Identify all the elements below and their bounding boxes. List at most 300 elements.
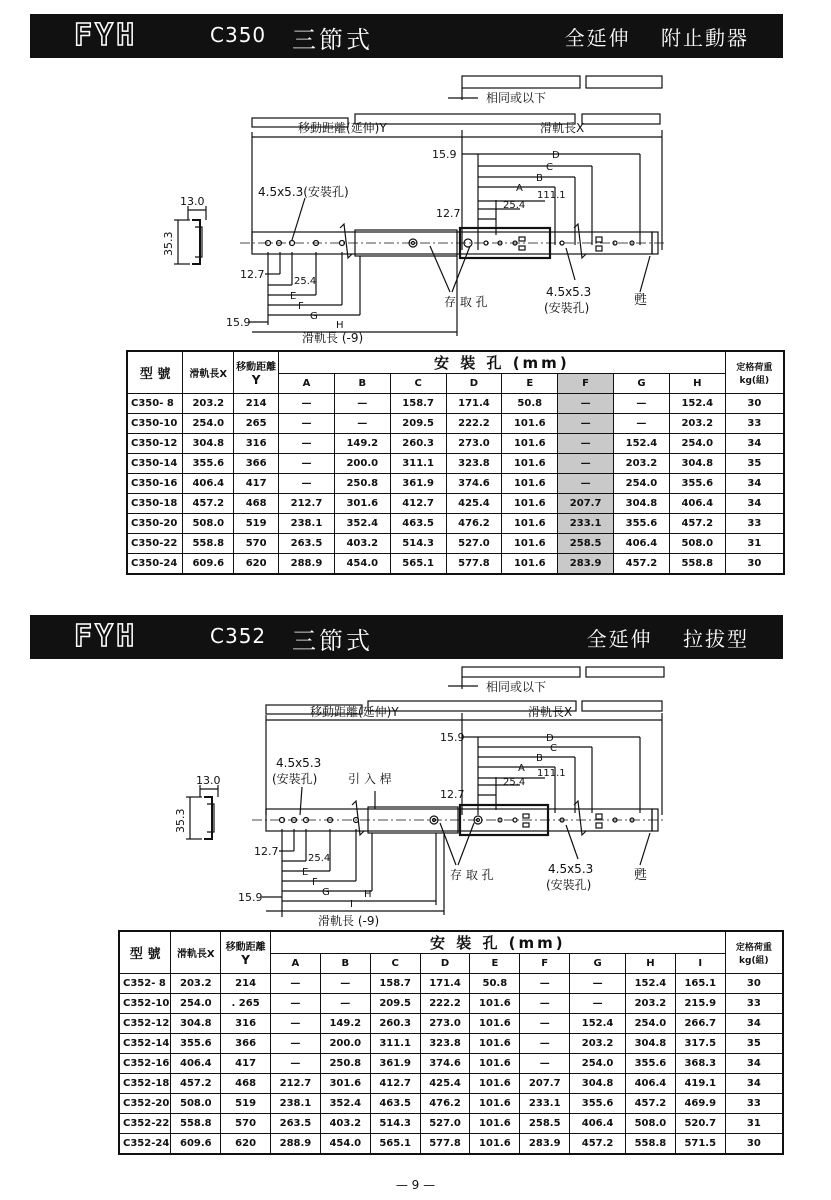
- spec-table-c352: [118, 930, 784, 1155]
- cell: 203.2: [171, 974, 221, 994]
- dim-bottom-i: I: [350, 899, 353, 910]
- cell: 149.2: [320, 1014, 370, 1034]
- cell: 412.7: [390, 494, 446, 514]
- cell: 519: [234, 514, 279, 534]
- dim-bottom-g: G: [310, 311, 318, 322]
- cell: 101.6: [502, 454, 558, 474]
- cell: C352-24: [119, 1134, 171, 1155]
- label-travel: 移動距離(延伸)Y: [310, 705, 399, 719]
- cell: 207.7: [520, 1074, 570, 1094]
- cell: 304.8: [625, 1034, 675, 1054]
- brand-logo: FYH: [74, 18, 138, 53]
- cell: 571.5: [675, 1134, 725, 1155]
- cell: 374.6: [420, 1054, 470, 1074]
- label-same-or-less: 相同或以下: [486, 91, 547, 105]
- cell: 558.8: [171, 1114, 221, 1134]
- cell: 263.5: [279, 534, 335, 554]
- cell: 238.1: [279, 514, 335, 534]
- header-col-f: F: [558, 374, 614, 394]
- dim-top-25-4: 25.4: [503, 777, 526, 788]
- cell: 355.6: [625, 1054, 675, 1074]
- cell: 101.6: [502, 554, 558, 575]
- cell: C350-22: [127, 534, 183, 554]
- dim-section-35-3: 35.3: [174, 808, 187, 833]
- dim-top-12-7: 12.7: [440, 788, 465, 801]
- cell: 508.0: [625, 1114, 675, 1134]
- cell: 355.6: [614, 514, 670, 534]
- cell: C352-20: [119, 1094, 171, 1114]
- cell: 352.4: [320, 1094, 370, 1114]
- cell: 101.6: [470, 1014, 520, 1034]
- cell: 403.2: [320, 1114, 370, 1134]
- cell: —: [271, 1034, 321, 1054]
- cell: 301.6: [334, 494, 390, 514]
- cell: 273.0: [446, 434, 502, 454]
- cell: 406.4: [614, 534, 670, 554]
- cell: 33: [725, 994, 783, 1014]
- header-load: [725, 931, 783, 974]
- feature-full-extension: 全延伸: [586, 627, 653, 651]
- rail-type: 三節式: [292, 627, 373, 655]
- header-travel-line1: 移動距離: [225, 942, 266, 953]
- cell: 317.5: [675, 1034, 725, 1054]
- cell: 283.9: [558, 554, 614, 575]
- dim-top-111-1: 111.1: [537, 190, 566, 201]
- header-col-e: E: [502, 374, 558, 394]
- header-holes: 安 裝 孔 (mm): [279, 351, 726, 374]
- cell: 222.2: [420, 994, 470, 1014]
- cell: 165.1: [675, 974, 725, 994]
- cell: 203.2: [570, 1034, 626, 1054]
- cell: 454.0: [334, 554, 390, 575]
- header-col-g: G: [570, 954, 626, 974]
- cell: 508.0: [183, 514, 234, 534]
- cell: 30: [725, 394, 784, 414]
- cell: 457.2: [171, 1074, 221, 1094]
- cell: 266.7: [675, 1014, 725, 1034]
- feature-stopper: 附止動器: [661, 26, 749, 50]
- dim-top-15-9: 15.9: [440, 731, 465, 744]
- cell: 50.8: [470, 974, 520, 994]
- feature-full-extension: 全延伸: [564, 26, 631, 50]
- cell: 34: [725, 434, 784, 454]
- cell: 527.0: [446, 534, 502, 554]
- cell: C350- 8: [127, 394, 183, 414]
- cell: 101.6: [470, 1094, 520, 1114]
- cell: 203.2: [669, 414, 725, 434]
- table-row: [127, 554, 784, 575]
- cell: 417: [234, 474, 279, 494]
- cell: 152.4: [614, 434, 670, 454]
- cell: 355.6: [183, 454, 234, 474]
- header-col-h: H: [669, 374, 725, 394]
- label-key: 甦: [634, 293, 648, 308]
- cell: 425.4: [446, 494, 502, 514]
- cell: 406.4: [570, 1114, 626, 1134]
- cell: 304.8: [171, 1014, 221, 1034]
- table-row: [127, 394, 784, 414]
- cell: 508.0: [669, 534, 725, 554]
- cell: 355.6: [570, 1094, 626, 1114]
- cell: 101.6: [502, 534, 558, 554]
- cell: 101.6: [470, 1034, 520, 1054]
- dim-top-a: A: [518, 763, 525, 774]
- cell: —: [320, 974, 370, 994]
- cell: 304.8: [183, 434, 234, 454]
- cell: 558.8: [183, 534, 234, 554]
- cell: 149.2: [334, 434, 390, 454]
- cell: 34: [725, 1054, 783, 1074]
- cell: 152.4: [570, 1014, 626, 1034]
- table-row: [127, 514, 784, 534]
- cell: 203.2: [614, 454, 670, 474]
- cell: —: [271, 1014, 321, 1034]
- cell: . 265: [221, 994, 271, 1014]
- dim-bottom-h: H: [336, 320, 344, 331]
- cell: 323.8: [420, 1034, 470, 1054]
- cell: C350-20: [127, 514, 183, 534]
- cell: 457.2: [669, 514, 725, 534]
- cell: 514.3: [370, 1114, 420, 1134]
- cell: —: [279, 454, 335, 474]
- header-col-c: C: [390, 374, 446, 394]
- page-number: — 9 —: [395, 1178, 436, 1192]
- header-col-i: I: [675, 954, 725, 974]
- cell: 368.3: [675, 1054, 725, 1074]
- cell: —: [520, 994, 570, 1014]
- dim-bottom-12-7: 12.7: [240, 268, 265, 281]
- cell: 214: [221, 974, 271, 994]
- model-code: C352: [210, 624, 267, 648]
- dim-bottom-h: H: [364, 889, 372, 900]
- header-travel-line1: 移動距離: [236, 362, 277, 373]
- cell: 254.0: [669, 434, 725, 454]
- cell: 570: [234, 534, 279, 554]
- table-row: [119, 974, 783, 994]
- cell: 254.0: [625, 1014, 675, 1034]
- dim-section-13: 13.0: [180, 195, 205, 208]
- table-row: [119, 1054, 783, 1074]
- cell: C350-12: [127, 434, 183, 454]
- dim-bottom-25-4: 25.4: [294, 276, 317, 287]
- cell: C352- 8: [119, 974, 171, 994]
- cell: —: [558, 434, 614, 454]
- table-row: [119, 1134, 783, 1155]
- cell: 508.0: [171, 1094, 221, 1114]
- cell: 30: [725, 974, 783, 994]
- cell: 258.5: [558, 534, 614, 554]
- cell: C352-16: [119, 1054, 171, 1074]
- dim-top-a: A: [516, 183, 523, 194]
- cell: —: [271, 974, 321, 994]
- cell: 417: [221, 1054, 271, 1074]
- cell: —: [614, 414, 670, 434]
- cell: 620: [234, 554, 279, 575]
- cell: 457.2: [614, 554, 670, 575]
- cell: 233.1: [520, 1094, 570, 1114]
- label-hole-right-1: 4.5x5.3: [546, 285, 592, 299]
- header-travel: [234, 351, 279, 394]
- label-rail-minus: 滑軌長 (-9): [302, 331, 364, 345]
- model-code: C350: [210, 23, 267, 47]
- dim-section-13: 13.0: [196, 774, 221, 787]
- cell: 260.3: [390, 434, 446, 454]
- cell: 514.3: [390, 534, 446, 554]
- header-col-f: F: [520, 954, 570, 974]
- cell: C350-14: [127, 454, 183, 474]
- cell: 35: [725, 454, 784, 474]
- rail-type: 三節式: [292, 26, 373, 54]
- cell: 366: [234, 454, 279, 474]
- header-col-d: D: [420, 954, 470, 974]
- cell: —: [279, 414, 335, 434]
- header-col-g: G: [614, 374, 670, 394]
- cell: 454.0: [320, 1134, 370, 1155]
- label-travel: 移動距離(延伸)Y: [298, 121, 387, 135]
- drawing-c352: [0, 665, 831, 933]
- cell: —: [334, 394, 390, 414]
- cell: 468: [221, 1074, 271, 1094]
- cell: C352-14: [119, 1034, 171, 1054]
- cell: —: [520, 1034, 570, 1054]
- cell: 233.1: [558, 514, 614, 534]
- cell: 283.9: [520, 1134, 570, 1155]
- dim-bottom-e: E: [302, 867, 309, 878]
- cell: 316: [221, 1014, 271, 1034]
- label-key: 甦: [634, 868, 648, 883]
- cell: 609.6: [183, 554, 234, 575]
- cell: 203.2: [183, 394, 234, 414]
- table-row: [127, 434, 784, 454]
- header-load: [725, 351, 784, 394]
- dim-top-c: C: [550, 743, 557, 754]
- cell: 31: [725, 534, 784, 554]
- cell: 222.2: [446, 414, 502, 434]
- cell: —: [334, 414, 390, 434]
- header-length: 滑軌長X: [183, 351, 234, 394]
- dim-top-d: D: [552, 150, 560, 161]
- cell: —: [271, 1054, 321, 1074]
- cell: 34: [725, 1074, 783, 1094]
- cell: 468: [234, 494, 279, 514]
- cell: 355.6: [171, 1034, 221, 1054]
- header-model: 型 號: [127, 351, 183, 394]
- cell: 457.2: [183, 494, 234, 514]
- header-travel: [221, 931, 271, 974]
- label-access-hole: 存 取 孔: [450, 868, 494, 882]
- feature-pull-type: 拉拔型: [683, 627, 749, 651]
- cell: 250.8: [334, 474, 390, 494]
- cell: 33: [725, 414, 784, 434]
- cell: 323.8: [446, 454, 502, 474]
- cell: 527.0: [420, 1114, 470, 1134]
- header-banner-c352: [30, 615, 783, 659]
- cell: C352-10: [119, 994, 171, 1014]
- dim-top-b: B: [536, 173, 543, 184]
- table-row: [119, 1114, 783, 1134]
- label-access-hole: 存 取 孔: [444, 295, 488, 309]
- cell: 101.6: [470, 1054, 520, 1074]
- cell: 412.7: [370, 1074, 420, 1094]
- cell: 203.2: [625, 994, 675, 1014]
- cell: C350-16: [127, 474, 183, 494]
- header-length: 滑軌長X: [171, 931, 221, 974]
- table-row: [119, 1074, 783, 1094]
- cell: 263.5: [271, 1114, 321, 1134]
- cell: 35: [725, 1034, 783, 1054]
- cell: —: [520, 1014, 570, 1034]
- cell: —: [558, 474, 614, 494]
- dim-bottom-e: E: [290, 291, 297, 302]
- cell: 34: [725, 494, 784, 514]
- dim-top-c: C: [546, 162, 553, 173]
- label-hole-left: 4.5x5.3(安裝孔): [258, 185, 349, 199]
- cell: 463.5: [390, 514, 446, 534]
- cell: 519: [221, 1094, 271, 1114]
- cell: 34: [725, 474, 784, 494]
- cell: 558.8: [669, 554, 725, 575]
- cell: 212.7: [271, 1074, 321, 1094]
- cell: 200.0: [320, 1034, 370, 1054]
- cell: 33: [725, 514, 784, 534]
- cell: —: [279, 394, 335, 414]
- cell: 476.2: [446, 514, 502, 534]
- cell: 403.2: [334, 534, 390, 554]
- brand-logo: FYH: [74, 619, 138, 654]
- cell: 425.4: [420, 1074, 470, 1094]
- cell: 31: [725, 1114, 783, 1134]
- table-row: [127, 534, 784, 554]
- header-col-b: B: [334, 374, 390, 394]
- label-hole-left-1: 4.5x5.3: [276, 756, 322, 770]
- cell: 152.4: [669, 394, 725, 414]
- cell: —: [271, 994, 321, 1014]
- table-row: [119, 994, 783, 1014]
- cell: 476.2: [420, 1094, 470, 1114]
- cell: 361.9: [370, 1054, 420, 1074]
- header-col-c: C: [370, 954, 420, 974]
- cell: 565.1: [370, 1134, 420, 1155]
- cell: 457.2: [570, 1134, 626, 1155]
- cell: —: [558, 454, 614, 474]
- cell: 254.0: [614, 474, 670, 494]
- label-rail-minus: 滑軌長 (-9): [318, 914, 380, 928]
- cell: 419.1: [675, 1074, 725, 1094]
- cell: 406.4: [183, 474, 234, 494]
- cell: 101.6: [470, 1074, 520, 1094]
- spec-table-c350: [126, 350, 785, 575]
- cell: 209.5: [390, 414, 446, 434]
- dim-bottom-25-4: 25.4: [308, 853, 331, 864]
- dim-top-25-4: 25.4: [503, 200, 526, 211]
- cell: 207.7: [558, 494, 614, 514]
- cell: 316: [234, 434, 279, 454]
- cell: 260.3: [370, 1014, 420, 1034]
- cell: 214: [234, 394, 279, 414]
- cell: 311.1: [390, 454, 446, 474]
- header-load-line2: kg(組): [739, 375, 770, 386]
- header-travel-line2: Y: [251, 373, 261, 387]
- cell: C350-18: [127, 494, 183, 514]
- cell: 101.6: [502, 514, 558, 534]
- cell: 171.4: [446, 394, 502, 414]
- cell: 171.4: [420, 974, 470, 994]
- cell: 366: [221, 1034, 271, 1054]
- feature-list: [543, 22, 749, 51]
- cell: 457.2: [625, 1094, 675, 1114]
- cell: —: [558, 394, 614, 414]
- dim-bottom-15-9: 15.9: [238, 891, 263, 904]
- cell: 288.9: [271, 1134, 321, 1155]
- cell: 254.0: [570, 1054, 626, 1074]
- cell: —: [279, 474, 335, 494]
- cell: 406.4: [625, 1074, 675, 1094]
- cell: 301.6: [320, 1074, 370, 1094]
- cell: 50.8: [502, 394, 558, 414]
- cell: 101.6: [502, 434, 558, 454]
- cell: 101.6: [470, 1134, 520, 1155]
- cell: —: [570, 994, 626, 1014]
- cell: 311.1: [370, 1034, 420, 1054]
- cell: 101.6: [470, 1114, 520, 1134]
- cell: 406.4: [171, 1054, 221, 1074]
- cell: 158.7: [390, 394, 446, 414]
- cell: C352-22: [119, 1114, 171, 1134]
- cell: 304.8: [669, 454, 725, 474]
- cell: 212.7: [279, 494, 335, 514]
- header-load-line1: 定格荷重: [736, 362, 773, 373]
- cell: 520.7: [675, 1114, 725, 1134]
- table-row: [127, 454, 784, 474]
- dim-bottom-f: F: [312, 877, 318, 888]
- header-col-b: B: [320, 954, 370, 974]
- drawing-c350: [0, 70, 831, 345]
- cell: —: [320, 994, 370, 1014]
- dim-top-111-1: 111.1: [537, 768, 566, 779]
- cell: 215.9: [675, 994, 725, 1014]
- dim-top-d: D: [546, 733, 554, 744]
- label-rail-length: 滑軌長X: [528, 705, 573, 719]
- cell: 463.5: [370, 1094, 420, 1114]
- header-holes: 安 裝 孔 (mm): [271, 931, 726, 954]
- cell: 101.6: [470, 994, 520, 1014]
- dim-top-b: B: [536, 753, 543, 764]
- table-row: [127, 474, 784, 494]
- cell: C350-24: [127, 554, 183, 575]
- cell: 304.8: [570, 1074, 626, 1094]
- cell: 355.6: [669, 474, 725, 494]
- cell: 558.8: [625, 1134, 675, 1155]
- cell: C350-10: [127, 414, 183, 434]
- cell: —: [520, 1054, 570, 1074]
- table-row: [127, 494, 784, 514]
- cell: 158.7: [370, 974, 420, 994]
- cell: 250.8: [320, 1054, 370, 1074]
- cell: 101.6: [502, 474, 558, 494]
- cell: 620: [221, 1134, 271, 1155]
- cell: 570: [221, 1114, 271, 1134]
- header-col-h: H: [625, 954, 675, 974]
- header-banner-c350: [30, 14, 783, 58]
- cell: 101.6: [502, 414, 558, 434]
- cell: 254.0: [183, 414, 234, 434]
- cell: 34: [725, 1014, 783, 1034]
- cell: C352-18: [119, 1074, 171, 1094]
- cell: 406.4: [669, 494, 725, 514]
- cell: 304.8: [614, 494, 670, 514]
- cell: —: [570, 974, 626, 994]
- header-load-line1: 定格荷重: [735, 942, 772, 953]
